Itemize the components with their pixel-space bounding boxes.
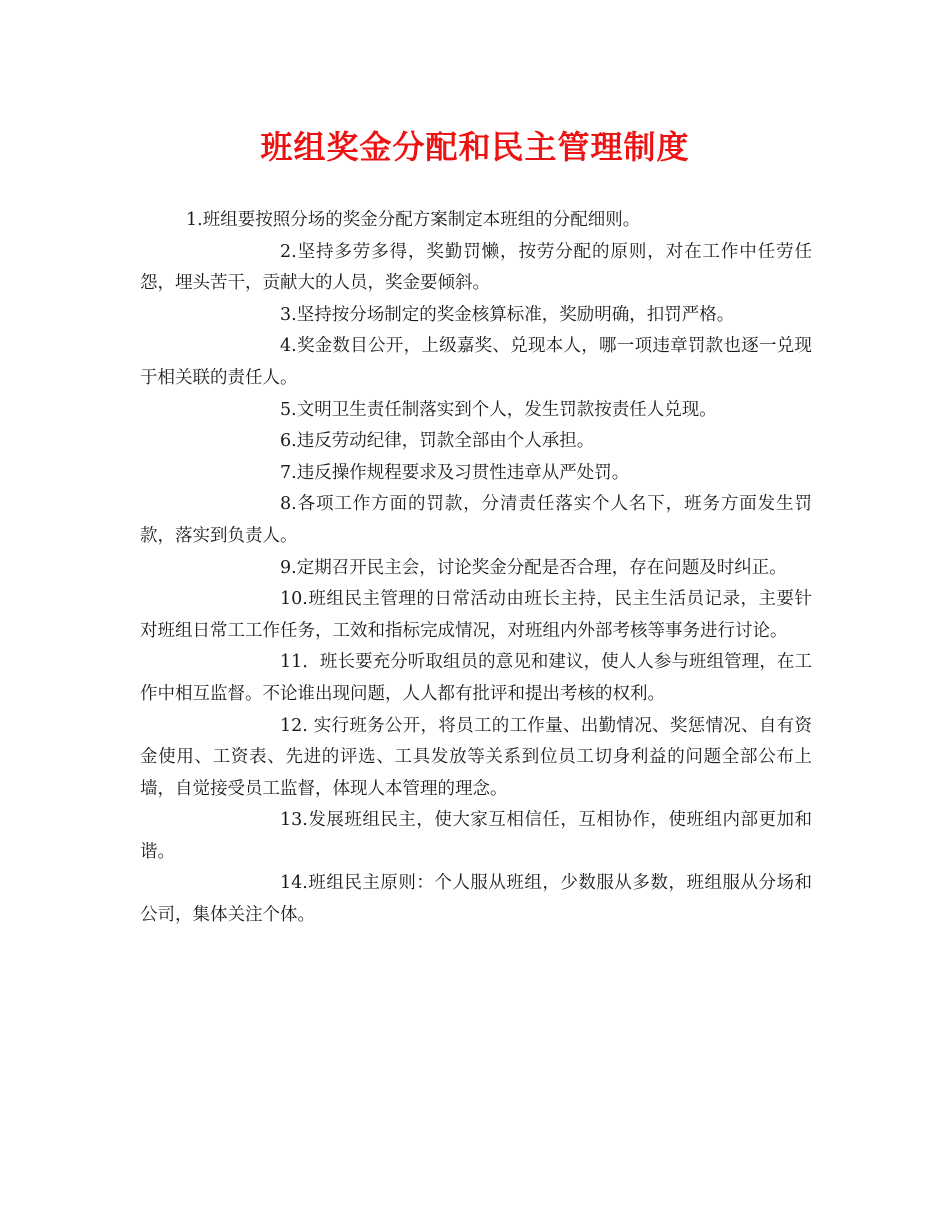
paragraph-6: 6.违反劳动纪律，罚款全部由个人承担。 [280,431,595,452]
paragraph-2: 2.坚持多劳多得，奖勤罚懒，按劳分配的原则，对在工作中任劳任怨，埋头苦干，贡献大的人员，奖金要倾斜。 [140,241,812,294]
paragraph-3: 3.坚持按分场制定的奖金核算标准，奖励明确，扣罚严格。 [280,304,735,325]
paragraph-13: 13.发展班组民主，使大家互相信任，互相协作，使班组内部更加和谐。 [140,810,812,862]
paragraph-10: 10.班组民主管理的日常活动由班长主持，民主生活员记录，主要针对班组日常工工作任务，工效和指标完成情况，对班组内外部考核等事务进行讨论。 [140,589,812,641]
paragraph-11: 11．班长要充分听取组员的意见和建议，使人人参与班组管理，在工作中相互监督。不论谁出现问题，人人都有批评和提出考核的权利。 [140,652,812,704]
paragraph-8: 8.各项工作方面的罚款，分清责任落实个人名下，班务方面发生罚款，落实到负责人。 [140,494,812,546]
paragraph-4: 4.奖金数目公开，上级嘉奖、兑现本人，哪一项违章罚款也逐一兑现于相关联的责任人。 [140,336,812,388]
paragraph-12: 12. 实行班务公开，将员工的工作量、出勤情况、奖惩情况、自有资金使用、工资表、先进的评选、工具发放等关系到位员工切身利益的问题全部公布上墙，自觉接受员工监督，体现人本管理的理念。 [140,715,812,799]
document-body [140,205,812,932]
paragraph-1: 1.班组要按照分场的奖金分配方案制定本班组的分配细则。 [186,210,641,230]
document-title: 班组奖金分配和民主管理制度 [260,128,690,166]
paragraph-7: 7.违反操作规程要求及习贯性违章从严处罚。 [280,462,630,483]
paragraph-9: 9.定期召开民主会，讨论奖金分配是否合理，存在问题及时纠正。 [280,557,787,578]
paragraph-14: 14.班组民主原则：个人服从班组，少数服从多数，班组服从分场和公司，集体关注个体。 [140,873,812,926]
paragraph-5: 5.文明卫生责任制落实到个人，发生罚款按责任人兑现。 [280,399,717,420]
